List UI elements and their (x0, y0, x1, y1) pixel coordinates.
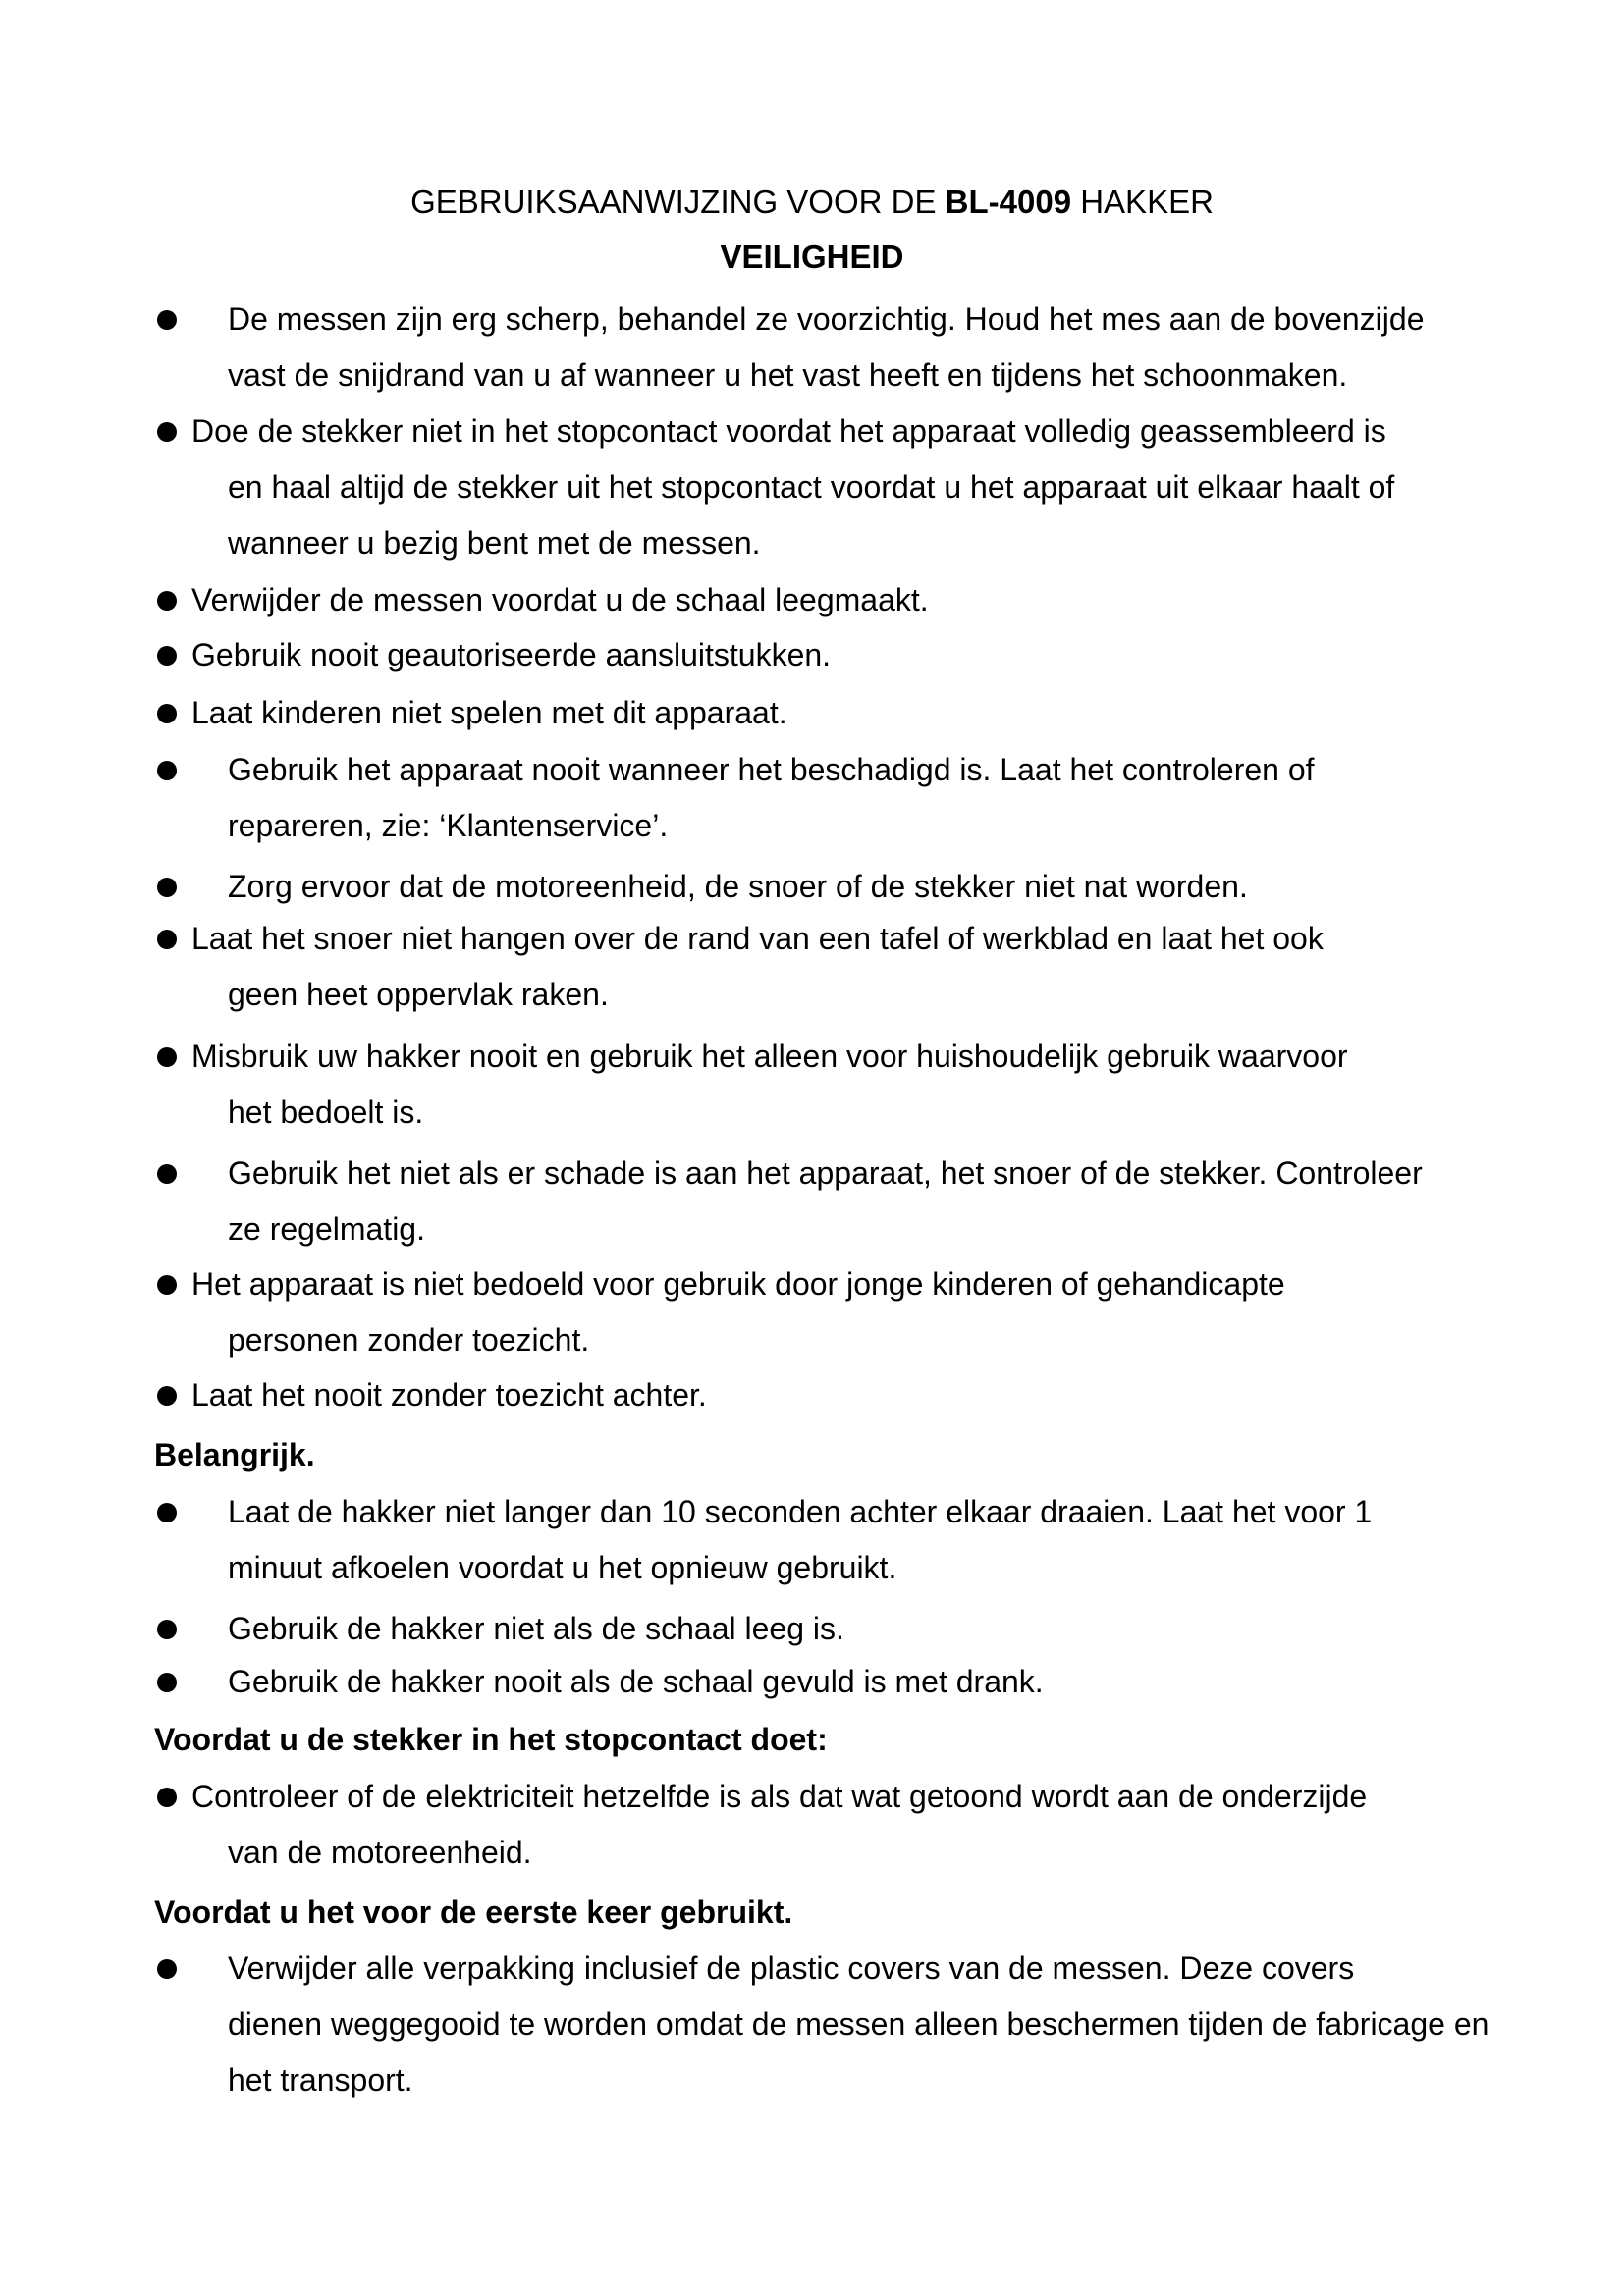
list-item (157, 1941, 1492, 2109)
list-item (157, 685, 1492, 741)
bullet-icon (157, 1164, 177, 1184)
list-item-continuation: dienen weggegooid te worden omdat de messen alleen beschermen tijden de fabricage en het transport. (228, 2006, 1489, 2098)
list-item (157, 403, 1492, 571)
list-item (157, 1146, 1492, 1257)
list-item-text: Verwijder alle verpakking inclusief de plastic covers van de messen. Deze covers (228, 1950, 1355, 1986)
list-item-text: Misbruik uw hakker nooit en gebruik het alleen voor huishoudelijk gebruik waarvoor (191, 1039, 1348, 1074)
list-item-text: Doe de stekker niet in het stopcontact voordat het apparaat volledig geassembleerd is (191, 413, 1386, 449)
list-item (157, 292, 1492, 403)
bullet-icon (157, 1620, 177, 1639)
section-heading-first-use: Voordat u het voor de eerste keer gebruikt. (154, 1895, 793, 1930)
list-item-text: Verwijder de messen voordat u de schaal leegmaakt. (191, 582, 929, 617)
bullet-icon (157, 1959, 177, 1979)
list-item (157, 1769, 1492, 1881)
bullet-icon (157, 930, 177, 949)
section-title-safety: VEILIGHEID (720, 239, 904, 275)
title-prefix: GEBRUIKSAANWIJZING VOOR DE (410, 184, 946, 220)
list-item-text: Gebruik het apparaat nooit wanneer het beschadigd is. Laat het controleren of (228, 752, 1315, 787)
list-item (157, 1029, 1492, 1141)
list-item-continuation: repareren, zie: ‘Klantenservice’. (228, 808, 669, 843)
list-item (157, 1367, 1492, 1423)
list-item-continuation: vast de snijdrand van u af wanneer u het vast heeft en tijdens het schoonmaken. (228, 357, 1348, 393)
bullet-icon (157, 310, 177, 330)
list-item (157, 627, 1492, 683)
list-item-continuation: en haal altijd de stekker uit het stopcontact voordat u het apparaat uit elkaar haalt of wanneer u bezig bent met de messen. (228, 469, 1395, 561)
bullet-icon (157, 1673, 177, 1692)
document-title (0, 183, 1624, 222)
list-item-text: Zorg ervoor dat de motoreenheid, de snoer of de stekker niet nat worden. (228, 869, 1248, 904)
bullet-icon (157, 1503, 177, 1522)
list-item (157, 742, 1492, 854)
list-item-text: Gebruik het niet als er schade is aan het apparaat, het snoer of de stekker. Controleer (228, 1155, 1423, 1191)
list-item-text: Controleer of de elektriciteit hetzelfde is als dat wat getoond wordt aan de onderzijde (191, 1779, 1368, 1814)
list-item-text: Laat het snoer niet hangen over de rand van een tafel of werkblad en laat het ook (191, 921, 1324, 956)
title-suffix: HAKKER (1071, 184, 1214, 220)
list-item-text: Gebruik nooit geautoriseerde aansluitstukken. (191, 637, 832, 672)
list-item-text: Laat het nooit zonder toezicht achter. (191, 1377, 707, 1413)
bullet-icon (157, 1386, 177, 1406)
list-item-text: Laat kinderen niet spelen met dit apparaat. (191, 695, 787, 730)
bullet-icon (157, 1788, 177, 1807)
list-item-continuation: ze regelmatig. (228, 1211, 425, 1247)
list-item (157, 572, 1492, 628)
list-item-continuation: geen heet oppervlak raken. (228, 977, 609, 1012)
list-item (157, 1654, 1492, 1710)
bullet-icon (157, 704, 177, 723)
list-item (157, 1601, 1492, 1657)
bullet-icon (157, 1047, 177, 1067)
list-item-text: Laat de hakker niet langer dan 10 seconden achter elkaar draaien. Laat het voor 1 (228, 1494, 1373, 1529)
bullet-icon (157, 591, 177, 611)
bullet-icon (157, 422, 177, 442)
list-item-text: De messen zijn erg scherp, behandel ze voorzichtig. Houd het mes aan de bovenzijde (228, 301, 1425, 337)
list-item-continuation: het bedoelt is. (228, 1095, 424, 1130)
list-item (157, 1256, 1492, 1368)
bullet-icon (157, 878, 177, 897)
list-item (157, 911, 1492, 1023)
list-item-continuation: minuut afkoelen voordat u het opnieuw gebruikt. (228, 1550, 897, 1585)
bullet-icon (157, 1275, 177, 1295)
list-item-text: Gebruik de hakker niet als de schaal leeg is. (228, 1611, 844, 1646)
list-item-text: Het apparaat is niet bedoeld voor gebruik door jonge kinderen of gehandicapte (191, 1266, 1285, 1302)
model-number: BL-4009 (945, 184, 1072, 220)
bullet-icon (157, 646, 177, 666)
list-item (157, 1484, 1492, 1596)
list-item-text: Gebruik de hakker nooit als de schaal gevuld is met drank. (228, 1664, 1044, 1699)
list-item (157, 859, 1492, 915)
section-heading-before-plug: Voordat u de stekker in het stopcontact doet: (154, 1722, 828, 1757)
section-heading-important: Belangrijk. (154, 1437, 315, 1472)
list-item-continuation: van de motoreenheid. (228, 1835, 532, 1870)
list-item-continuation: personen zonder toezicht. (228, 1322, 590, 1358)
bullet-icon (157, 761, 177, 780)
